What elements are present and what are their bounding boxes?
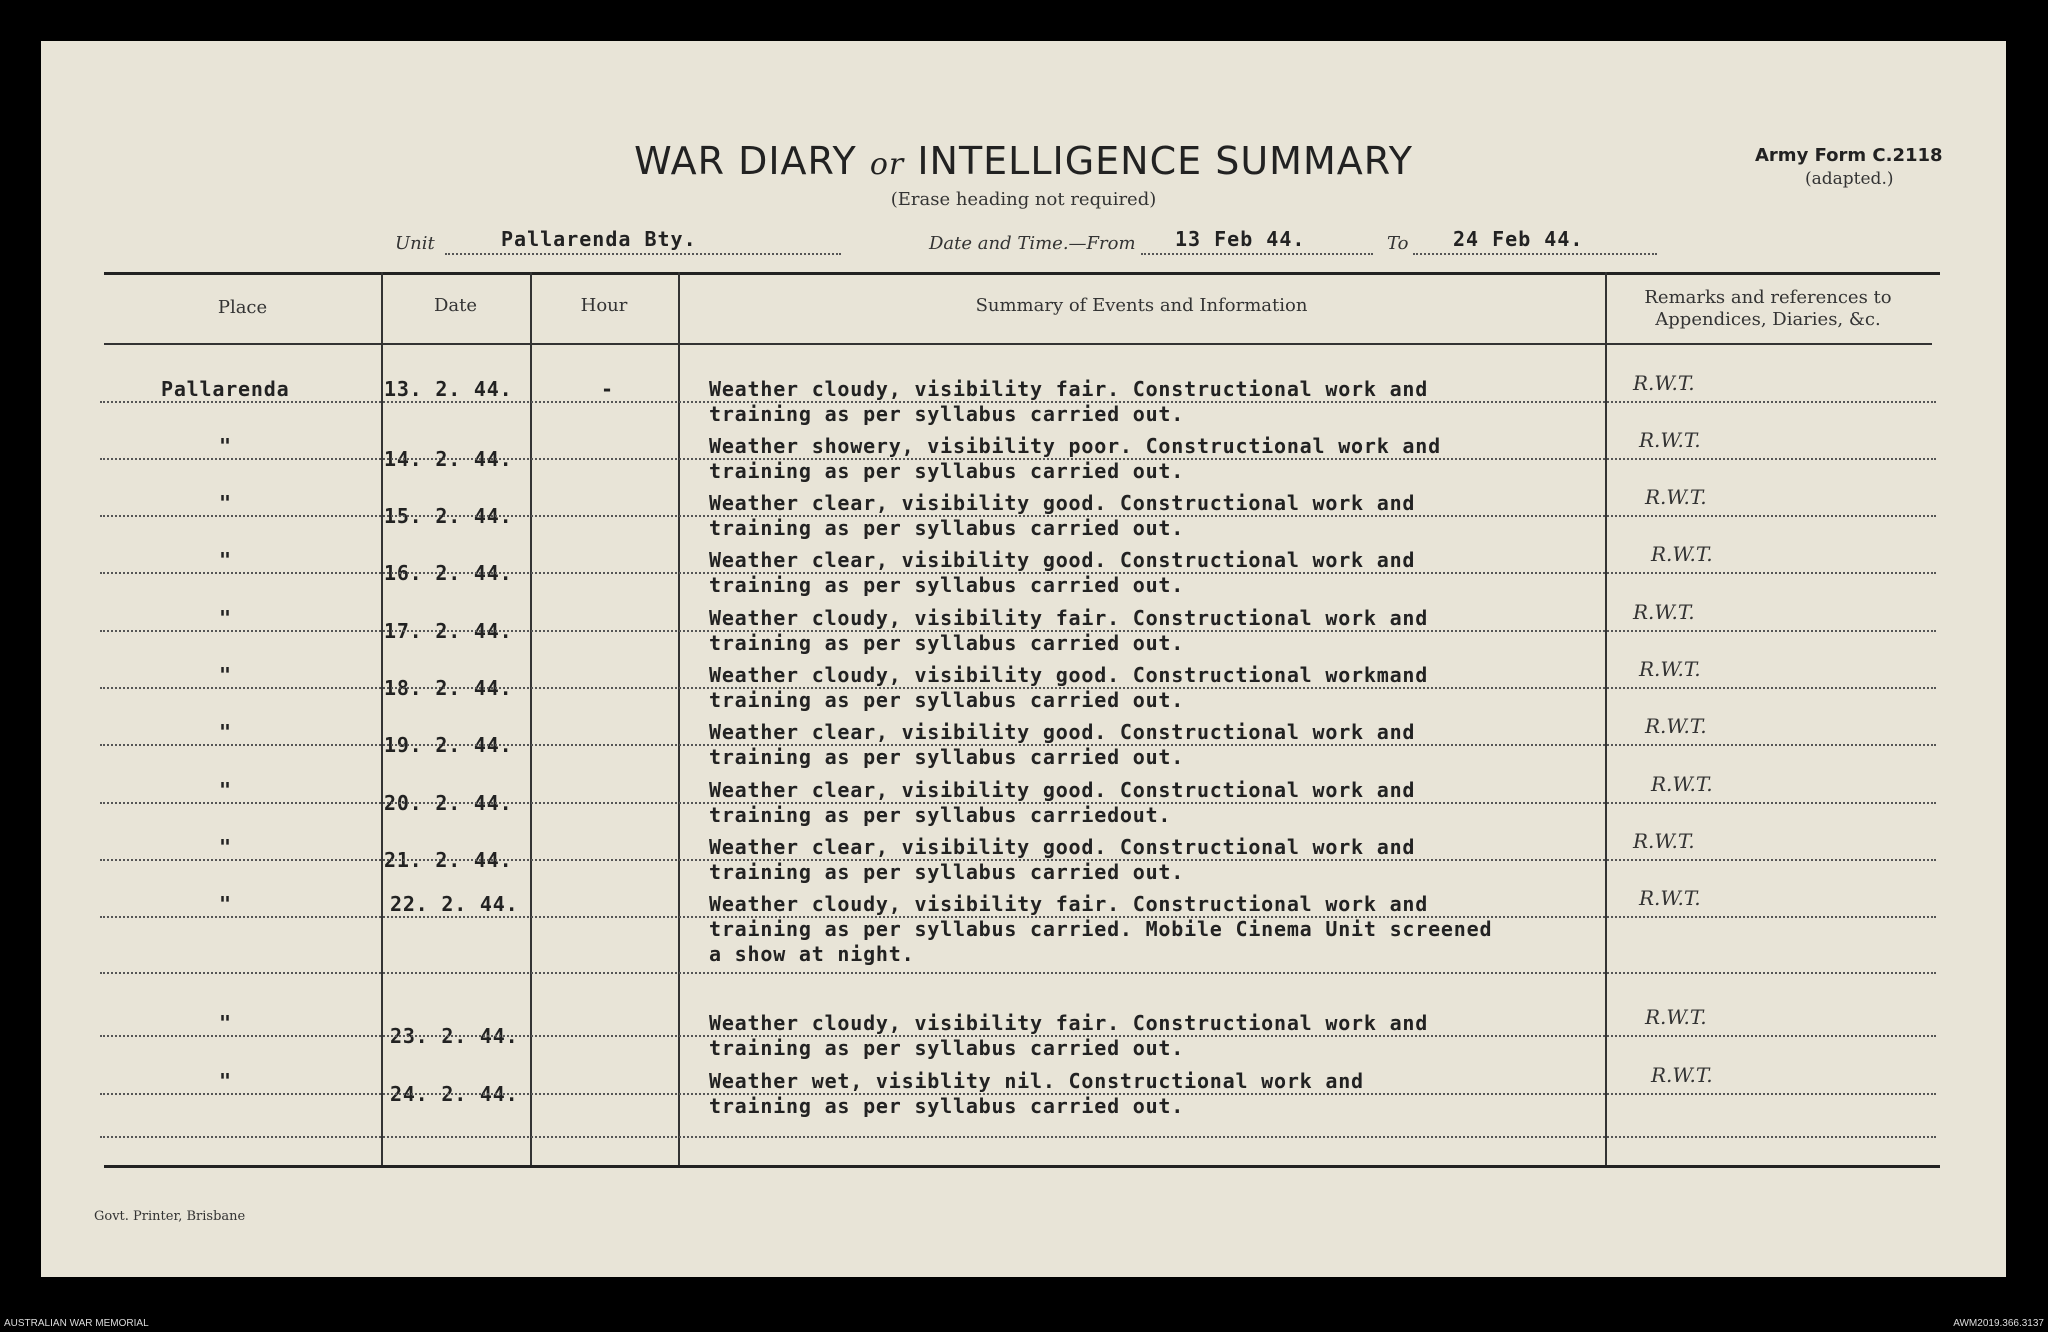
- entry-summary-line2: training as per syllabus carried out.: [709, 631, 1185, 655]
- entry-summary-line2: training as per syllabus carried out.: [709, 573, 1185, 597]
- entry-initials: R.W.T.: [1651, 542, 1713, 566]
- entry-initials: R.W.T.: [1633, 371, 1695, 395]
- entry-place: ": [219, 892, 232, 916]
- entry-date: 16. 2. 44.: [384, 561, 513, 585]
- entry-summary-line2: training as per syllabus carried out.: [709, 860, 1185, 884]
- entry-summary-line2: training as per syllabus carried out.: [709, 402, 1185, 426]
- entry-place: ": [219, 720, 232, 744]
- entry-place: ": [219, 434, 232, 458]
- unit-value: Pallarenda Bty.: [501, 227, 697, 251]
- entry-summary-line1: Weather clear, visibility good. Constructional work and: [709, 778, 1416, 802]
- row-ruling: [100, 1136, 1936, 1138]
- unit-field: [445, 229, 841, 255]
- title-war-diary: WAR DIARY: [634, 139, 857, 183]
- remarks-header-line2: Appendices, Diaries, &c.: [1655, 309, 1881, 330]
- entry-place: ": [219, 606, 232, 630]
- entry-summary-line2: training as per syllabus carried out.: [709, 688, 1185, 712]
- row-ruling: [100, 1093, 1936, 1095]
- entry-place: ": [219, 835, 232, 859]
- row-ruling: [100, 687, 1936, 689]
- entry-date: 23. 2. 44.: [390, 1024, 519, 1048]
- entry-initials: R.W.T.: [1651, 772, 1713, 796]
- entry-place: ": [219, 1011, 232, 1035]
- entry-summary-line1: Weather cloudy, visibility fair. Constructional work and: [709, 377, 1429, 401]
- table-bottom-rule: [104, 1165, 1940, 1168]
- column-header-remarks: [1605, 287, 1931, 331]
- row-ruling: [100, 515, 1936, 517]
- entry-initials: R.W.T.: [1651, 1063, 1713, 1087]
- army-form-adapted: (adapted.): [1805, 169, 1894, 189]
- date-from-value: 13 Feb 44.: [1175, 227, 1306, 251]
- entry-summary-line2: training as per syllabus carried out.: [709, 459, 1185, 483]
- row-ruling: [100, 572, 1936, 574]
- row-ruling: [100, 972, 1936, 974]
- page-title: [41, 139, 2006, 183]
- entry-date: 24. 2. 44.: [390, 1082, 519, 1106]
- entry-initials: R.W.T.: [1645, 485, 1707, 509]
- column-header-date: Date: [433, 295, 478, 316]
- entry-date: 20. 2. 44.: [384, 791, 513, 815]
- entry-summary-line2: training as per syllabus carried out.: [709, 745, 1185, 769]
- entry-date: 17. 2. 44.: [384, 619, 513, 643]
- entry-initials: R.W.T.: [1633, 829, 1695, 853]
- entry-place: Pallarenda: [161, 377, 290, 401]
- column-header-summary: Summary of Events and Information: [975, 295, 1308, 316]
- entry-summary-line1: Weather clear, visibility good. Constructional work and: [709, 491, 1416, 515]
- date-to-label: To: [1387, 233, 1409, 254]
- entry-summary-line1: Weather showery, visibility poor. Constructional work and: [709, 434, 1441, 458]
- entry-summary-line1: Weather cloudy, visibility good. Constructional workmand: [709, 663, 1429, 687]
- row-ruling: [100, 1035, 1936, 1037]
- entry-summary-line2: training as per syllabus carried out.: [709, 1036, 1185, 1060]
- entry-summary-line2: training as per syllabus carried out.: [709, 516, 1185, 540]
- column-header-hour: Hour: [580, 295, 628, 316]
- entry-date: 22. 2. 44.: [390, 892, 519, 916]
- row-ruling: [100, 859, 1936, 861]
- entry-summary-line2: training as per syllabus carried. Mobile Cinema Unit screened: [709, 917, 1493, 941]
- remarks-header-line1: Remarks and references to: [1644, 287, 1892, 308]
- row-ruling: [100, 458, 1936, 460]
- entry-place: ": [219, 778, 232, 802]
- entry-initials: R.W.T.: [1639, 657, 1701, 681]
- entry-summary-line1: Weather cloudy, visibility fair. Constructional work and: [709, 1011, 1429, 1035]
- entry-summary-line2: training as per syllabus carried out.: [709, 1094, 1185, 1118]
- row-ruling: [100, 744, 1936, 746]
- archive-reference: AWM2019.366.3137: [1953, 1318, 2044, 1329]
- page-subtitle: (Erase heading not required): [890, 189, 1157, 210]
- date-to-value: 24 Feb 44.: [1453, 227, 1584, 251]
- entry-place: ": [219, 548, 232, 572]
- title-intelligence-summary: INTELLIGENCE SUMMARY: [917, 139, 1413, 183]
- entry-summary-line3: a show at night.: [709, 942, 915, 966]
- date-from-field: [1141, 229, 1373, 255]
- row-ruling: [100, 802, 1936, 804]
- entry-place: ": [219, 1069, 232, 1093]
- title-or: or: [869, 147, 905, 182]
- row-ruling: [100, 401, 1936, 403]
- header-rule: [104, 343, 1932, 345]
- entry-summary-line1: Weather cloudy, visibility fair. Constructional work and: [709, 892, 1429, 916]
- archive-credit: AUSTRALIAN WAR MEMORIAL: [4, 1318, 149, 1329]
- entry-summary-line1: Weather clear, visibility good. Constructional work and: [709, 720, 1416, 744]
- column-divider-date: [530, 272, 532, 1165]
- entry-summary-line1: Weather cloudy, visibility fair. Constructional work and: [709, 606, 1429, 630]
- column-divider-place: [381, 272, 383, 1165]
- entry-summary-line1: Weather clear, visibility good. Constructional work and: [709, 835, 1416, 859]
- date-to-field: [1413, 229, 1657, 255]
- entry-date: 13. 2. 44.: [384, 377, 513, 401]
- entry-initials: R.W.T.: [1633, 600, 1695, 624]
- row-ruling: [100, 916, 1936, 918]
- entry-summary-line2: training as per syllabus carriedout.: [709, 803, 1172, 827]
- column-divider-summary: [1605, 272, 1607, 1165]
- date-from-label: Date and Time.—From: [929, 233, 1136, 254]
- printer-imprint: Govt. Printer, Brisbane: [94, 1209, 246, 1224]
- entry-initials: R.W.T.: [1645, 1005, 1707, 1029]
- entry-summary-line1: Weather wet, visiblity nil. Constructional work and: [709, 1069, 1364, 1093]
- column-header-place: Place: [217, 297, 268, 318]
- entry-initials: R.W.T.: [1645, 714, 1707, 738]
- unit-label: Unit: [395, 233, 435, 254]
- entry-initials: R.W.T.: [1639, 886, 1701, 910]
- entry-place: ": [219, 663, 232, 687]
- entry-place: ": [219, 491, 232, 515]
- entry-date: 18. 2. 44.: [384, 676, 513, 700]
- entry-initials: R.W.T.: [1639, 428, 1701, 452]
- army-form-number: Army Form C.2118: [1755, 145, 1943, 166]
- column-divider-hour: [678, 272, 680, 1165]
- table-top-rule: [104, 272, 1940, 275]
- entry-date: 15. 2. 44.: [384, 504, 513, 528]
- entry-hour: -: [601, 377, 614, 401]
- row-ruling: [100, 630, 1936, 632]
- entry-date: 21. 2. 44.: [384, 848, 513, 872]
- entry-date: 14. 2. 44.: [384, 447, 513, 471]
- document-page: [41, 41, 2006, 1277]
- entry-date: 19. 2. 44.: [384, 733, 513, 757]
- entry-summary-line1: Weather clear, visibility good. Constructional work and: [709, 548, 1416, 572]
